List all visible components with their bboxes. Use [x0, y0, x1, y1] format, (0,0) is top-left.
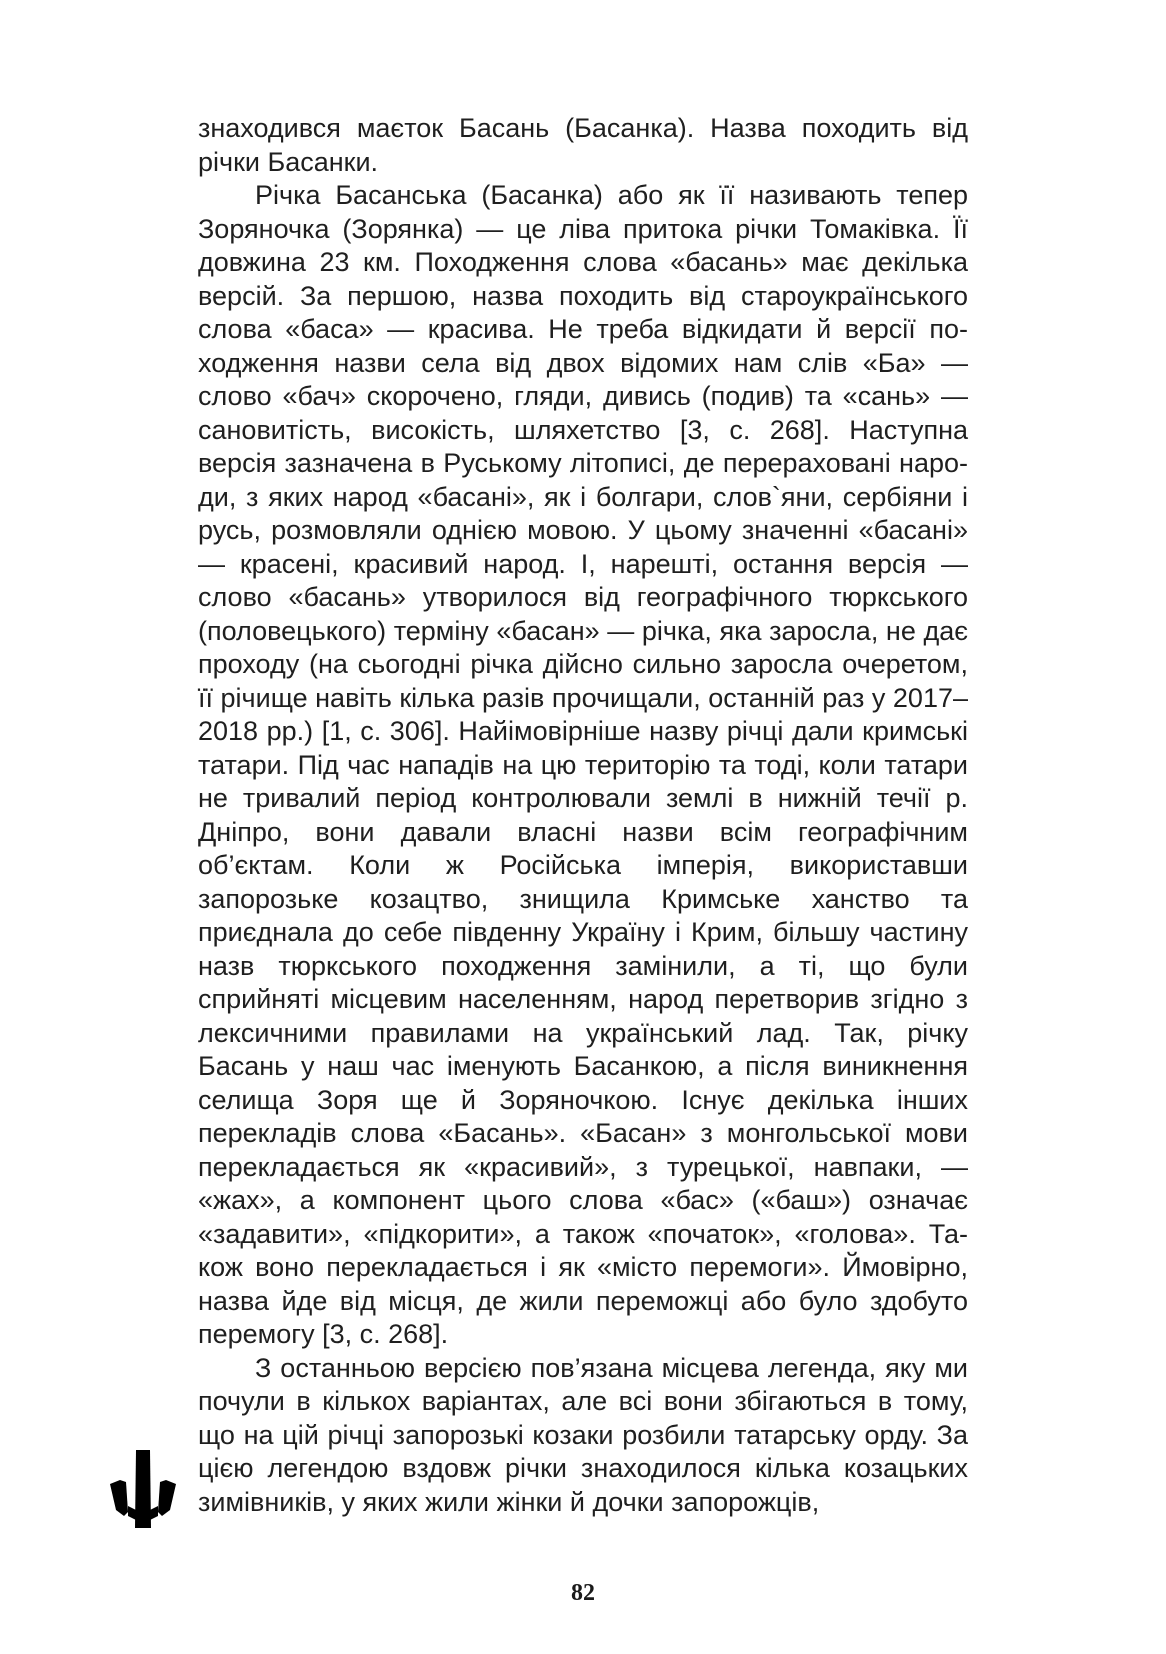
page-number: 82 — [571, 1580, 595, 1606]
paragraph-1: знаходився маєток Басань (Басанка). Назва походить від річки Басанки. — [198, 113, 968, 177]
paragraph-3: З останньою версією пов’язана місцева легенда, яку ми почули в кількох варіантах, але всі вони збігаються в тому, що на цій річці запорозькі козаки розбили татарську орду. За цією легендою вздовж річки знаходилося кілька козацьких зимівників, у яких жили жінки й дочки запорожців, — [198, 1352, 968, 1517]
body-text — [198, 112, 968, 1519]
trident-ornament-icon — [110, 1450, 176, 1528]
paragraph-2: Річка Басанська (Басанка) або як її називають тепер Зоряночка (Зорянка) — це ліва притока річки Томаківка. Її довжина 23 км. Походження слова «басань» має декілька версій. За першою, назва походить від староукраїнського слова «баса» — красива. Не треба відкидати й версії походження назви села від двох відомих нам слів «Ба» — слово «бач» скорочено, гляди, дивись (подив) та «сань» — сановитість, високість, шляхетство [3, с. 268]. Наступна версія зазначена в Руському літописі, де перераховані народи, з яких народ «басані», як і болгари, слов`яни, сербіяни і русь, розмовляли однією мовою. У цьому значенні «басані» — красені, красивий народ. І, нарешті, остання версія — слово «басань» утворилося від географічного тюркського (половецького) терміну «басан» — річка, яка заросла, не дає проходу (на сьогодні річка дійсно сильно заросла очеретом, її річище навіть кілька разів прочищали, останній раз у 2017–2018 рр.) [1, с. 306]. Найімовірніше назву річці дали кримські татари. Під час нападів на цю територію та тоді, коли татари не тривалий період контролювали землі в нижній течії р. Дніпро, вони давали власні назви всім географічним об’єктам. Коли ж Російська імперія, використавши запорозьке козацтво, знищила Кримське ханство та приєднала до себе південну Україну і Крим, більшу частину назв тюркського походження замінили, а ті, що були сприйняті місцевим населенням, народ перетворив згідно з лексичними правилами на український лад. Так, річку Басань у наш час іменують Басанкою, а після виникнення селища Зоря ще й Зоряночкою. Існує декілька інших перекладів слова «Басань». «Басан» з монгольської мови перекладається як «красивий», з турецької, навпаки, — «жах», а компонент цього слова «бас» («баш») означає «задавити», «підкорити», а також «початок», «голова». Також воно перекладається і як «місто перемоги». Ймовірно, назва йде від місця, де жили переможці або було здобуто перемогу [3, с. 268]. — [198, 180, 968, 1349]
